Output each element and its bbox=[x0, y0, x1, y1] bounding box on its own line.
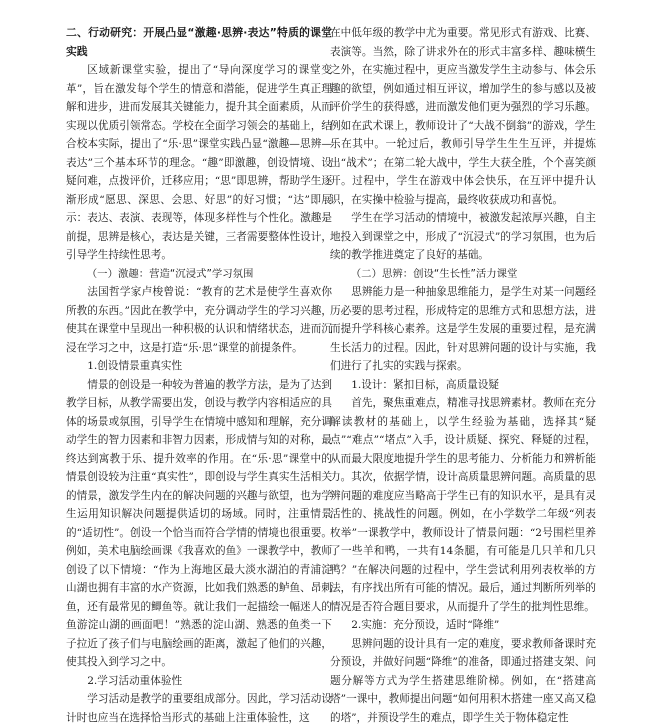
paragraph: 法国哲学家卢梭曾说：“教育的艺术是使学生喜欢你所教的东西。”因此在教学中，充分调动学生的学习兴趣，使其在课堂中呈现出一种积极的认识和情绪状态，进而沉浸在学习之中，这是打造“乐·思”课堂的前提条件。 bbox=[66, 283, 332, 357]
item-heading: 1.创设情景重真实性 bbox=[66, 357, 332, 376]
section-heading: 二、行动研究：开展凸显“激趣·思辨·表达”特质的课堂实践 bbox=[66, 24, 332, 61]
paragraph: 思辨问题的设计具有一定的难度，要求教师备课时充分预设，并做好问题“降维”的准备，即通过搭建支架、问题分解等方式为学生搭建思维阶梯。例如，在“搭建高塔”一课中，教师提出问题“如何用积木搭建一座又高又稳的塔”，并预设学生的难点，即学生关于物体稳定性 bbox=[330, 635, 596, 727]
paragraph: 思辨能力是一种抽象思维能力，是学生对某一问题经历必要的思考过程，形成特定的思维方式和思想方法，进而提升学科核心素养。这是学生发展的重要过程，是充满生长活力的过程。因此，针对思辨问题的设计与实施，我们进行了扎实的实践与探索。 bbox=[330, 283, 596, 376]
paragraph-continued: 在中低年级的教学中尤为重要。常见形式有游戏、比赛、表演等。当然，除了讲求外在的形式丰富多样、趣味横生之外，在实施过程中，更应当激发学生主动参与、体会乐趣的欲望，例如通过相互评议，增加学生的参与感以及被评价学生的获得感，进而激发他们更为强烈的学习乐趣。例如在武术课上，教师设计了“大战不倒翁”的游戏，学生乐在其中。一轮过后，教师引导学生生生互评，并提炼出“战术”；在第二轮大战中，学生大获全胜，个个喜笑颜开。过程中，学生在游戏中体会快乐，在互评中提升认识，在实操中检验与提高，最终收获成功和喜悦。 bbox=[330, 24, 596, 209]
right-column bbox=[330, 24, 596, 727]
item-heading: 2.学习活动重体验性 bbox=[66, 672, 332, 691]
subsection-heading: （一）激趣：营造“沉浸式”学习氛围 bbox=[66, 265, 332, 284]
paragraph: 学生在学习活动的情境中，被激发起浓厚兴趣，自主地投入到课堂之中，形成了“沉浸式”的学习氛围，也为后续的教学推进奠定了良好的基础。 bbox=[330, 209, 596, 265]
paragraph: 区域新课堂实验，提出了“导向深度学习的课堂变革”，旨在激发每个学生的情意和潜能，促进学生真正理解和进步，进而发展其关键能力，提升其全面素质，从而实现以优质引领常态。学校在全面学习领会的基础上，结合校本实际，提出了“乐·思”课堂实践凸显“激趣—思辨—表达”三个基本环节的理念。“趣”即激趣，创设情境、设疑问难，点拨评价，迁移应用；“思”即思辨，帮助学生逐渐形成“愿思、深思、会思、好思”的好习惯；“达”即展示：表达、表演、表现等，体现多样性与个性化。激趣是前提，思辨是核心，表达是关键，三者需要整体性设计，引导学生持续性思考。 bbox=[66, 61, 332, 265]
subsection-heading: （二）思辨：创设“生长性”活力课堂 bbox=[330, 265, 596, 284]
paragraph: 首先，聚焦重难点，精准寻找思辨素材。教师在充分解读教材的基础上，以学生经验为基础，选择其“疑点”“难点”“堵点”入手，设计质疑、探究、释疑的过程，从而最大限度地提升学生的思考能力、分析能力和辨析能力。其次，依据学情，设计高质量思辨问题。高质量的思辨问题的难度应当略高于学生已有的知识水平，是具有灵活性的、挑战性的问题。例如，在小学数学二年级“列表枚举”一课教学中，教师设计了情景问题：“2号围栏里养了一些羊和鸭，一共有14条腿，有可能是几只羊和几只鸭？”在解决问题的过程中，学生尝试利用列表枚举的方法，有序找出所有可能的情况。最后，通过判断所列举的情况是否符合题目要求，从而提升了学生的批判性思维。 bbox=[330, 394, 596, 616]
paragraph: 情景的创设是一种较为普遍的教学方法，是为了达到教学目标，从教学需要出发，创设与教学内容相适应的具体的场景或氛围，引导学生在情境中感知和理解，充分调动学生的智力因素和非智力因素，形成情与知的对称，最终达到寓教于乐、提升效率的作用。在“乐·思”课堂中的情景创设较为注重“真实性”，即创设与学生真实生活相关的情景，激发学生内在的解决问题的兴趣与欲望，也为学生运用知识解决问题提供适切的场域。同时，注重情景的“适切性”。创设一个恰当而符合学情的情境也很重要。例如，美术电脑绘画课《我喜欢的鱼》一课教学中，教师创设了以下情境：“作为上海地区最大淡水湖泊的青浦淀山湖也拥有丰富的水产资源，比如我们熟悉的鲈鱼、昂刺鱼，还有最常见的鲫鱼等。就让我们一起描绘一幅迷人的鱼游淀山湖的画面吧！”熟悉的淀山湖、熟悉的鱼类一下子拉近了孩子们与电脑绘画的距离，激起了他们的兴趣，使其投入到学习之中。 bbox=[66, 376, 332, 672]
left-column bbox=[66, 24, 332, 727]
paragraph: 学习活动是教学的重要组成部分。因此，学习活动设计时也应当在选择恰当形式的基础上注重体验性，这 bbox=[66, 690, 332, 727]
item-heading: 2.实施：充分预设，适时“降维” bbox=[330, 616, 596, 635]
item-heading: 1.设计：紧扣目标，高质量设疑 bbox=[330, 376, 596, 395]
